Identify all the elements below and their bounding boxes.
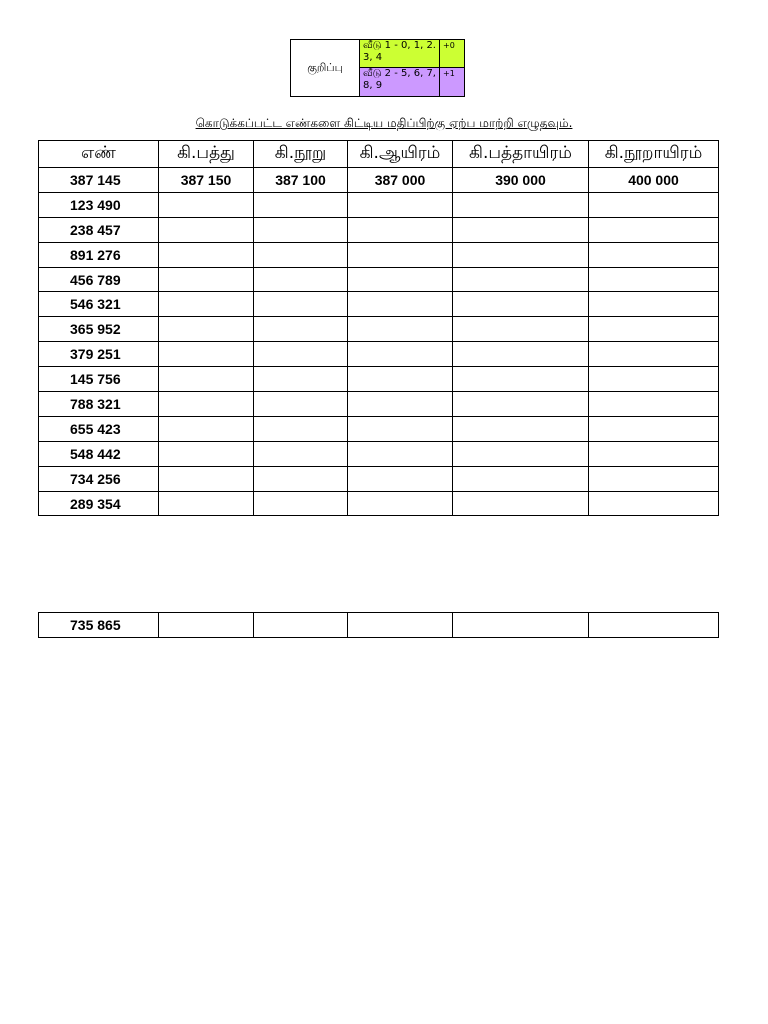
answer-cell[interactable] <box>159 416 254 441</box>
table-row <box>39 342 719 367</box>
answer-cell[interactable] <box>589 416 719 441</box>
answer-cell[interactable] <box>589 292 719 317</box>
header-nearest-ten-thousand: கி.பத்தாயிரம் <box>453 141 589 168</box>
header-row <box>39 141 719 168</box>
answer-cell[interactable] <box>348 192 453 217</box>
row-number: 546 321 <box>39 292 159 317</box>
answer-cell[interactable] <box>159 192 254 217</box>
table-row <box>39 292 719 317</box>
answer-cell[interactable] <box>589 342 719 367</box>
row-number: 289 354 <box>39 491 159 516</box>
table-row <box>39 466 719 491</box>
answer-cell[interactable] <box>348 342 453 367</box>
answer-cell[interactable] <box>348 392 453 417</box>
answer-cell[interactable] <box>453 217 589 242</box>
answer-cell[interactable] <box>453 367 589 392</box>
example-number: 387 145 <box>39 168 159 193</box>
row-number: 456 789 <box>39 267 159 292</box>
answer-cell[interactable] <box>348 292 453 317</box>
answer-cell[interactable] <box>159 613 254 638</box>
answer-cell[interactable] <box>453 192 589 217</box>
table-row <box>39 392 719 417</box>
row-number: 365 952 <box>39 317 159 342</box>
table-row <box>39 217 719 242</box>
answer-cell[interactable] <box>589 267 719 292</box>
answer-cell[interactable] <box>348 613 453 638</box>
row-number: 891 276 <box>39 242 159 267</box>
instruction-text: கொடுக்கப்பட்ட எண்களை கிட்டிய மதிப்பிற்கு ஏற்ப மாற்றி எழுதவும். <box>195 116 573 130</box>
answer-cell[interactable] <box>589 317 719 342</box>
answer-cell[interactable] <box>254 613 348 638</box>
answer-cell[interactable] <box>453 466 589 491</box>
answer-cell[interactable] <box>159 392 254 417</box>
answer-cell[interactable] <box>589 441 719 466</box>
answer-cell[interactable] <box>254 392 348 417</box>
answer-cell[interactable] <box>159 342 254 367</box>
extra-row <box>39 613 719 638</box>
legend-label: குறிப்பு <box>291 40 360 97</box>
answer-cell[interactable] <box>348 242 453 267</box>
header-nearest-thousand: கி.ஆயிரம் <box>348 141 453 168</box>
answer-cell[interactable] <box>159 217 254 242</box>
row-number: 788 321 <box>39 392 159 417</box>
row-number: 238 457 <box>39 217 159 242</box>
answer-cell[interactable] <box>453 392 589 417</box>
answer-cell[interactable] <box>348 267 453 292</box>
row-number: 734 256 <box>39 466 159 491</box>
answer-cell[interactable] <box>159 466 254 491</box>
row-number: 379 251 <box>39 342 159 367</box>
answer-cell[interactable] <box>348 441 453 466</box>
answer-cell[interactable] <box>589 192 719 217</box>
answer-cell[interactable] <box>348 466 453 491</box>
answer-cell[interactable] <box>453 292 589 317</box>
answer-cell[interactable] <box>254 317 348 342</box>
row-number: 655 423 <box>39 416 159 441</box>
answer-cell[interactable] <box>254 242 348 267</box>
header-number: எண் <box>39 141 159 168</box>
table-row <box>39 242 719 267</box>
legend-rule-2: வீடு 2 - 5, 6, 7, 8, 9 <box>360 68 440 97</box>
answer-cell[interactable] <box>159 292 254 317</box>
answer-cell[interactable] <box>254 441 348 466</box>
table-row <box>39 267 719 292</box>
answer-cell[interactable] <box>159 491 254 516</box>
header-nearest-hundred: கி.நூறு <box>254 141 348 168</box>
answer-cell[interactable] <box>589 242 719 267</box>
answer-cell[interactable] <box>159 367 254 392</box>
row-number: 145 756 <box>39 367 159 392</box>
answer-cell[interactable] <box>453 416 589 441</box>
answer-cell[interactable] <box>254 491 348 516</box>
table-row <box>39 367 719 392</box>
answer-cell[interactable] <box>254 217 348 242</box>
header-nearest-hundred-thousand: கி.நூறாயிரம் <box>589 141 719 168</box>
answer-cell[interactable] <box>453 242 589 267</box>
answer-cell[interactable] <box>254 292 348 317</box>
answer-cell[interactable] <box>348 491 453 516</box>
answer-cell[interactable] <box>254 342 348 367</box>
answer-cell[interactable] <box>254 267 348 292</box>
row-number: 123 490 <box>39 192 159 217</box>
example-ten: 387 150 <box>159 168 254 193</box>
answer-cell[interactable] <box>453 613 589 638</box>
table-row <box>39 416 719 441</box>
table-row <box>39 491 719 516</box>
answer-cell[interactable] <box>348 416 453 441</box>
example-hundred: 387 100 <box>254 168 348 193</box>
example-ten-thousand: 390 000 <box>453 168 589 193</box>
answer-cell[interactable] <box>159 441 254 466</box>
answer-cell[interactable] <box>254 367 348 392</box>
answer-cell[interactable] <box>453 441 589 466</box>
legend-rule-2-value: +1 <box>440 68 465 97</box>
legend-rule-1-value: +0 <box>440 40 465 68</box>
answer-cell[interactable] <box>159 267 254 292</box>
answer-cell[interactable] <box>589 367 719 392</box>
extra-table <box>38 612 719 638</box>
rounding-table <box>38 140 719 516</box>
answer-cell[interactable] <box>589 217 719 242</box>
example-thousand: 387 000 <box>348 168 453 193</box>
legend-rule-1: வீடு 1 - 0, 1, 2. 3, 4 <box>360 40 440 68</box>
answer-cell[interactable] <box>159 317 254 342</box>
legend-box <box>290 39 465 97</box>
example-hundred-thousand: 400 000 <box>589 168 719 193</box>
answer-cell[interactable] <box>348 217 453 242</box>
answer-cell[interactable] <box>453 491 589 516</box>
answer-cell[interactable] <box>453 317 589 342</box>
table-row <box>39 317 719 342</box>
answer-cell[interactable] <box>254 466 348 491</box>
answer-cell[interactable] <box>453 342 589 367</box>
answer-cell[interactable] <box>159 242 254 267</box>
answer-cell[interactable] <box>589 466 719 491</box>
table-row <box>39 192 719 217</box>
answer-cell[interactable] <box>254 416 348 441</box>
table-row <box>39 441 719 466</box>
answer-cell[interactable] <box>589 613 719 638</box>
example-row <box>39 168 719 193</box>
row-number: 548 442 <box>39 441 159 466</box>
answer-cell[interactable] <box>453 267 589 292</box>
answer-cell[interactable] <box>348 317 453 342</box>
extra-number: 735 865 <box>39 613 159 638</box>
answer-cell[interactable] <box>254 192 348 217</box>
answer-cell[interactable] <box>348 367 453 392</box>
answer-cell[interactable] <box>589 491 719 516</box>
answer-cell[interactable] <box>589 392 719 417</box>
header-nearest-ten: கி.பத்து <box>159 141 254 168</box>
